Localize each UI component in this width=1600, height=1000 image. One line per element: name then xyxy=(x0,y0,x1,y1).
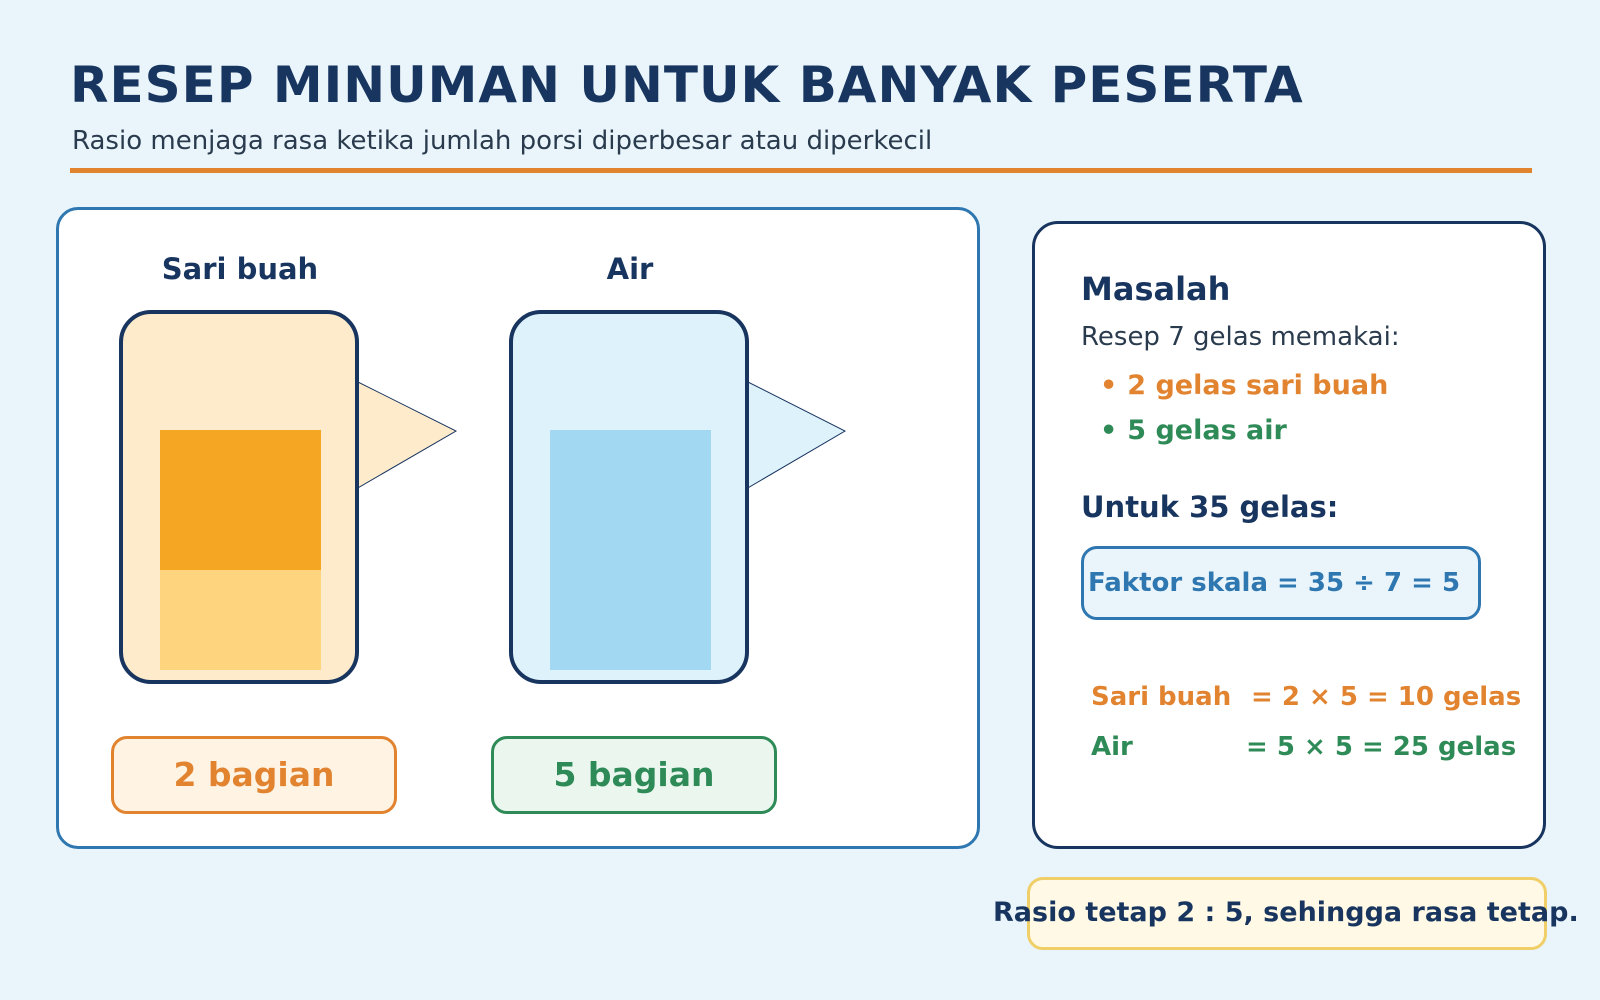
bullet-text: 5 gelas air xyxy=(1127,415,1287,446)
bullet-icon: • xyxy=(1100,370,1118,401)
calculation-expression: = 2 × 5 = 10 gelas xyxy=(1251,682,1522,712)
title-divider xyxy=(70,168,1532,173)
calculation-expression: = 5 × 5 = 25 gelas xyxy=(1246,732,1517,762)
water-glass xyxy=(511,312,845,682)
scale-factor-text: Faktor skala = 35 ÷ 7 = 5 xyxy=(1088,568,1461,598)
bullet-text: 2 gelas sari buah xyxy=(1127,370,1389,401)
calculation-row-juice xyxy=(1091,682,1521,712)
conclusion-text: Rasio tetap 2 : 5, sehingga rasa tetap. xyxy=(993,897,1579,928)
list-item xyxy=(1100,415,1287,446)
water-parts-badge: 5 bagian xyxy=(491,736,777,814)
juice-parts-badge: 2 bagian xyxy=(111,736,397,814)
juice-glass-handle xyxy=(356,381,456,489)
problem-intro: Resep 7 gelas memakai: xyxy=(1081,322,1400,352)
juice-glass-label: Sari buah xyxy=(161,252,319,286)
bullet-icon: • xyxy=(1100,415,1118,446)
calculation-row-water xyxy=(1091,732,1516,762)
juice-fill-light xyxy=(160,570,321,670)
page-subtitle: Rasio menjaga rasa ketika jumlah porsi diperbesar atau diperkecil xyxy=(72,126,933,156)
calculation-name: Air xyxy=(1091,732,1133,762)
water-glass-label: Air xyxy=(606,252,654,286)
juice-fill-concentrate xyxy=(160,430,321,570)
problem-heading: Masalah xyxy=(1081,270,1231,308)
target-heading: Untuk 35 gelas: xyxy=(1081,490,1339,524)
water-glass-handle xyxy=(746,381,845,489)
list-item xyxy=(1100,370,1388,401)
water-fill xyxy=(550,430,711,670)
calculation-name: Sari buah xyxy=(1091,682,1232,712)
page-title: RESEP MINUMAN UNTUK BANYAK PESERTA xyxy=(70,56,1304,114)
juice-glass xyxy=(121,312,456,682)
